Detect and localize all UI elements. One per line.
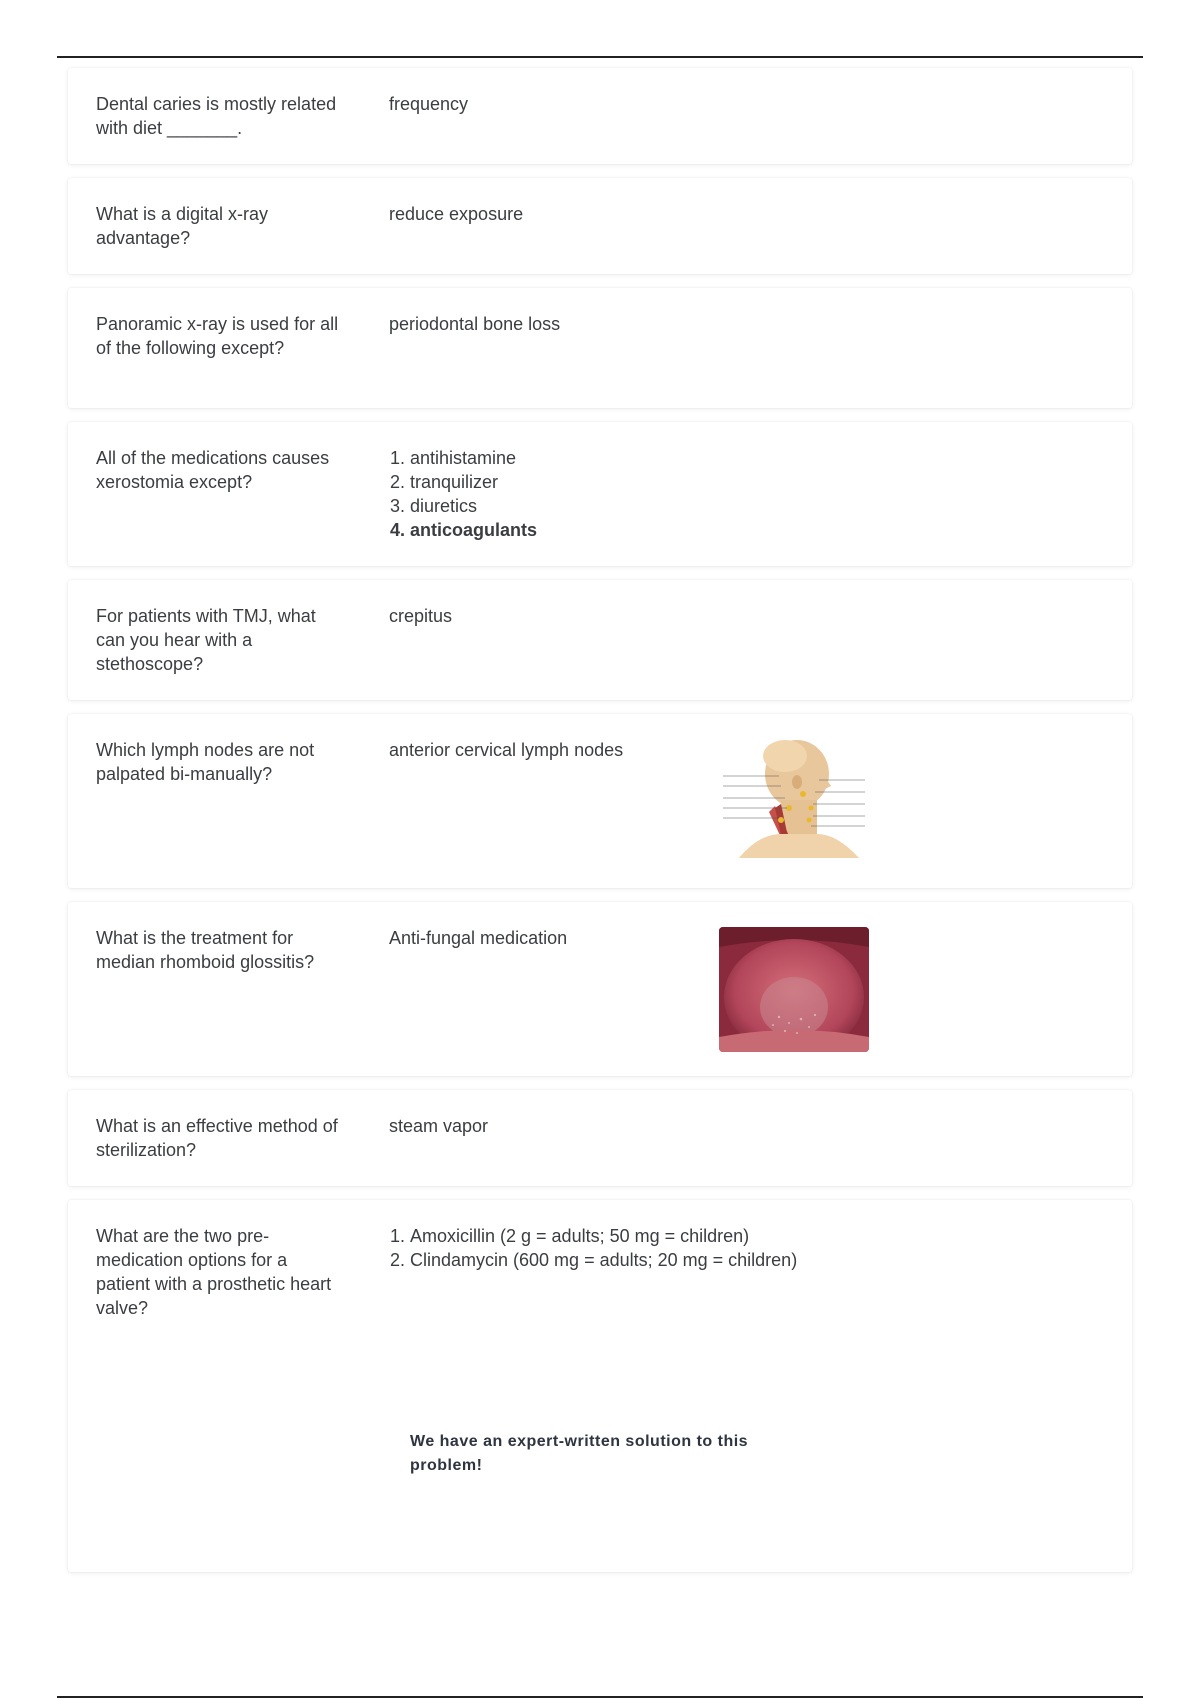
card-term: What is a digital x-ray advantage? [96, 204, 269, 248]
bottom-rule [57, 1696, 1143, 1698]
card-definition: anterior cervical lymph nodes [389, 740, 624, 760]
card-definition: periodontal bone loss [389, 314, 561, 334]
flashcard [68, 1090, 1132, 1186]
card-term: For patients with TMJ, what can you hear with a stethoscope? [96, 606, 316, 674]
card-definition [389, 446, 849, 542]
flashcard [68, 68, 1132, 164]
card-definition: crepitus [389, 606, 453, 626]
card-term: Panoramic x-ray is used for all of the following except? [96, 314, 339, 358]
card-term: What are the two pre-medication options for a patient with a prosthetic heart valve? [96, 1226, 332, 1318]
flashcard [68, 1200, 1132, 1572]
flashcard [68, 580, 1132, 700]
flashcard [68, 288, 1132, 408]
card-definition: steam vapor [389, 1116, 489, 1136]
definition-item: 3. diuretics [410, 494, 849, 518]
definition-item-answer: 4. anticoagulants [410, 518, 849, 542]
flashcard [68, 178, 1132, 274]
definition-item: 1. Amoxicillin (2 g = adults; 50 mg = children) [410, 1224, 849, 1248]
card-definition: frequency [389, 94, 469, 114]
definition-item: 1. antihistamine [410, 446, 849, 470]
top-rule [57, 56, 1143, 58]
card-definition: reduce exposure [389, 204, 524, 224]
definition-item: 2. Clindamycin (600 mg = adults; 20 mg = children) [410, 1248, 849, 1272]
flashcard [68, 714, 1132, 888]
expert-solution-promo: We have an expert-written solution to this problem! [410, 1433, 749, 1474]
card-definition: Anti-fungal medication [389, 928, 568, 948]
card-term: Which lymph nodes are not palpated bi-manually? [96, 740, 315, 784]
definition-item: 2. tranquilizer [410, 470, 849, 494]
flashcard [68, 902, 1132, 1076]
card-term: All of the medications causes xerostomia except? [96, 448, 330, 492]
card-definition [389, 1224, 849, 1272]
flashcard [68, 422, 1132, 566]
lymph-nodes-diagram-image[interactable] [719, 734, 869, 859]
card-term: What is an effective method of sterilization? [96, 1116, 338, 1160]
tongue-photo-image[interactable] [719, 927, 869, 1052]
card-term: What is the treatment for median rhomboid glossitis? [96, 928, 315, 972]
card-term: Dental caries is mostly related with diet _______. [96, 94, 337, 138]
